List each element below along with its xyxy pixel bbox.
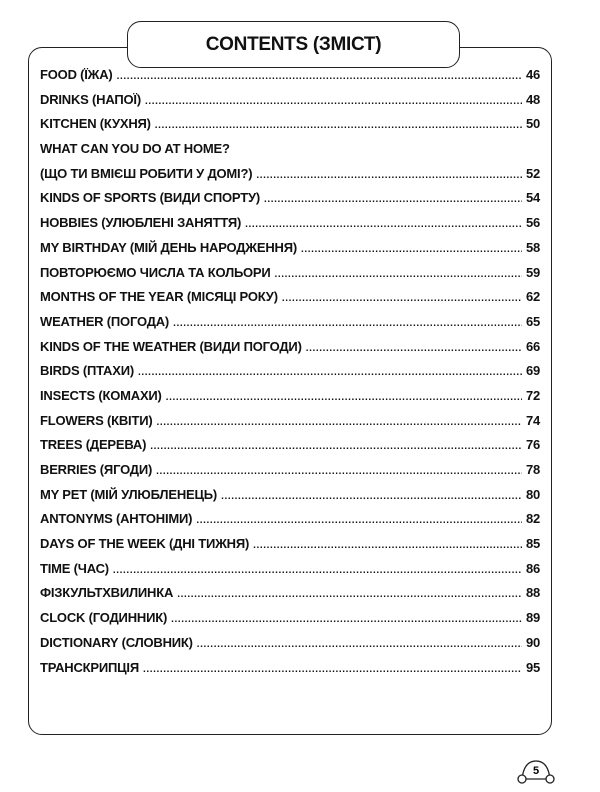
entry-title: MY PET (МІЙ УЛЮБЛЕНЕЦЬ) — [40, 486, 218, 502]
dot-leader — [173, 312, 522, 337]
contents-entry — [40, 112, 540, 137]
entry-page: 59 — [525, 264, 540, 280]
dot-leader — [282, 287, 522, 312]
contents-entry — [40, 458, 540, 483]
entry-page: 50 — [525, 116, 540, 132]
entry-title: MY BIRTHDAY (МІЙ ДЕНЬ НАРОДЖЕННЯ) — [40, 239, 297, 255]
contents-entry — [40, 236, 540, 261]
dot-leader — [196, 509, 522, 534]
entry-title: ТРАНСКРИПЦІЯ — [40, 659, 139, 675]
entry-page: 76 — [525, 437, 540, 453]
entry-title: (ЩО ТИ ВМІЄШ РОБИТИ У ДОМІ?) — [40, 165, 253, 181]
dot-leader — [145, 90, 522, 115]
entry-title: KITCHEN (КУХНЯ) — [40, 116, 151, 132]
entry-page: 82 — [525, 511, 540, 527]
contents-entry — [40, 532, 540, 557]
entry-title: BERRIES (ЯГОДИ) — [40, 462, 153, 477]
dot-leader — [306, 337, 522, 362]
entry-title: ПОВТОРЮЄМО ЧИСЛА ТА КОЛЬОРИ — [40, 264, 271, 280]
contents-entry — [40, 606, 540, 631]
contents-entry — [40, 507, 540, 532]
entry-title: DAYS OF THE WEEK (ДНІ ТИЖНЯ) — [40, 536, 250, 552]
contents-entry — [40, 483, 540, 508]
entry-page: 86 — [525, 560, 540, 576]
entry-title: HOBBIES (УЛЮБЛЕНІ ЗАНЯТТЯ) — [40, 215, 242, 231]
entry-title: WEATHER (ПОГОДА) — [40, 313, 170, 329]
entry-page: 54 — [525, 190, 540, 206]
contents-entry — [40, 211, 540, 236]
entry-page: 72 — [525, 387, 540, 403]
dot-leader — [301, 238, 522, 263]
entry-page: 85 — [525, 536, 540, 552]
contents-entry — [40, 384, 540, 409]
entry-title: CLOCK (ГОДИННИК) — [40, 610, 168, 626]
dot-leader — [245, 213, 522, 238]
page-title: CONTENTS (ЗМІСТ) — [127, 21, 460, 68]
contents-entry — [40, 310, 540, 335]
contents-entry — [40, 335, 540, 360]
contents-entry — [40, 656, 540, 681]
dot-leader — [138, 361, 522, 386]
dot-leader — [275, 263, 522, 288]
dot-leader — [150, 435, 522, 460]
contents-entry — [40, 63, 540, 88]
contents-entry — [40, 285, 540, 310]
entry-page: 58 — [525, 239, 540, 255]
entry-page: 89 — [525, 610, 540, 626]
contents-entry — [40, 137, 540, 162]
entry-page: 62 — [525, 289, 540, 305]
entry-title: TIME (ЧАС) — [40, 560, 109, 576]
entry-title: KINDS OF THE WEATHER (ВИДИ ПОГОДИ) — [40, 338, 302, 354]
contents-entry — [40, 631, 540, 656]
entry-title: ФІЗКУЛЬТХВИЛИНКА — [40, 585, 174, 601]
dot-leader — [156, 460, 522, 485]
dot-leader — [156, 411, 521, 436]
contents-entry — [40, 261, 540, 286]
entry-page: 52 — [525, 165, 540, 181]
entry-page: 56 — [525, 215, 540, 231]
wheel-icon — [546, 775, 554, 783]
entry-title: INSECTS (КОМАХИ) — [40, 387, 162, 403]
entry-page: 46 — [525, 67, 540, 82]
entry-page: 90 — [525, 634, 540, 650]
dot-leader — [253, 534, 522, 559]
entry-page: 48 — [525, 91, 540, 107]
contents-entry — [40, 359, 540, 384]
entry-title: FOOD (ЇЖА) — [40, 67, 113, 82]
entry-page: 78 — [525, 462, 540, 477]
entry-page: 95 — [525, 659, 540, 675]
dot-leader — [171, 608, 522, 633]
contents-entry — [40, 581, 540, 606]
entry-page: 88 — [525, 585, 540, 601]
entry-title: DICTIONARY (СЛОВНИК) — [40, 634, 193, 650]
contents-entry — [40, 88, 540, 113]
contents-entry — [40, 162, 540, 187]
entry-title: BIRDS (ПТАХИ) — [40, 363, 134, 379]
entry-page: 69 — [525, 363, 540, 379]
dot-leader — [264, 188, 522, 213]
dot-leader — [143, 658, 522, 683]
contents-list — [40, 63, 540, 680]
entry-title: KINDS OF SPORTS (ВИДИ СПОРТУ) — [40, 190, 260, 206]
dot-leader — [221, 485, 522, 510]
entry-page: 66 — [525, 338, 540, 354]
page-number: 5 — [532, 765, 540, 777]
dot-leader — [155, 114, 522, 139]
entry-title: DRINKS (НАПОЇ) — [40, 91, 141, 107]
dot-leader — [197, 633, 522, 658]
entry-title: WHAT CAN YOU DO AT HOME? — [40, 141, 230, 157]
contents-entry — [40, 186, 540, 211]
dot-leader — [166, 386, 522, 411]
entry-page: 65 — [525, 313, 540, 329]
entry-page: 80 — [525, 486, 540, 502]
entry-page: 74 — [525, 412, 540, 428]
dot-leader — [177, 583, 522, 608]
dot-leader — [256, 164, 522, 189]
entry-title: TREES (ДЕРЕВА) — [40, 437, 147, 453]
dot-leader — [113, 559, 522, 584]
dot-leader — [117, 65, 522, 90]
contents-entry — [40, 409, 540, 434]
contents-entry — [40, 433, 540, 458]
entry-title: MONTHS OF THE YEAR (МІСЯЦІ РОКУ) — [40, 289, 278, 305]
contents-entry — [40, 557, 540, 582]
entry-title: FLOWERS (КВІТИ) — [40, 412, 153, 428]
wheel-icon — [518, 775, 526, 783]
entry-title: ANTONYMS (АНТОНІМИ) — [40, 511, 193, 527]
page-number-badge — [516, 757, 556, 785]
